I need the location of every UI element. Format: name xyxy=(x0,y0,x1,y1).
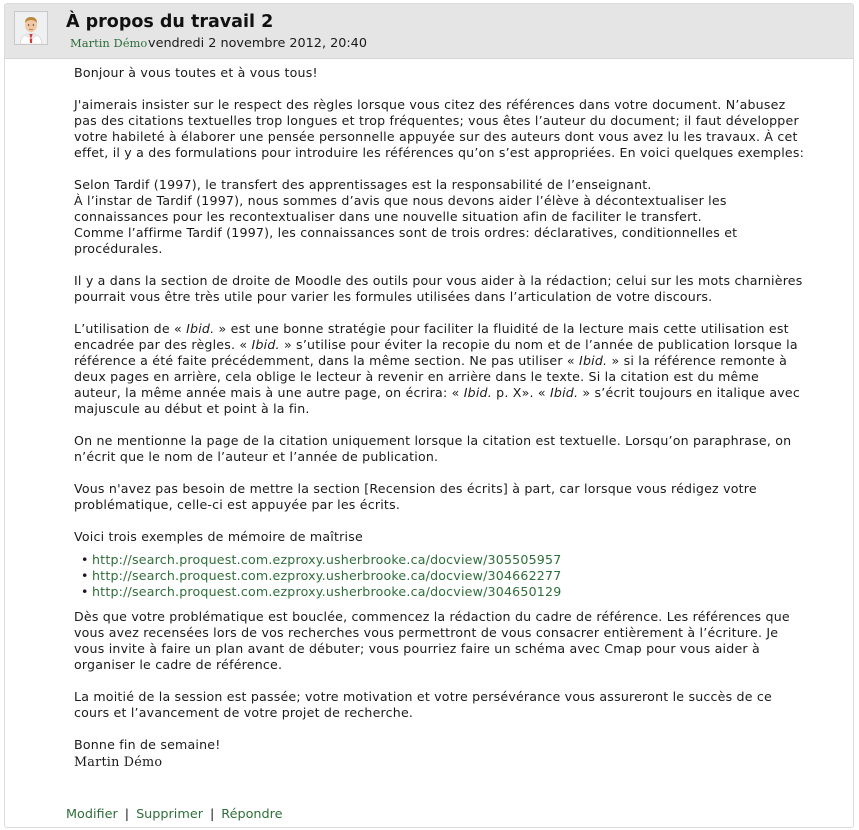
list-item xyxy=(92,584,808,600)
greeting: Bonjour à vous toutes et à vous tous! xyxy=(74,65,318,80)
delete-link[interactable]: Supprimer xyxy=(136,807,203,822)
reply-link[interactable]: Répondre xyxy=(221,807,283,822)
user-avatar-icon xyxy=(15,12,47,44)
paragraph-examples-intro: Voici trois exemples de mémoire de maîtrise xyxy=(74,529,363,544)
avatar[interactable] xyxy=(14,11,48,45)
paragraph-session: La moitié de la session est passée; votre motivation et votre persévérance vous assureront le succès de ce cours et l’avancement de votre projet de recherche. xyxy=(74,689,772,720)
examples-block xyxy=(74,177,808,257)
ibid-text-e: p. X». « xyxy=(491,385,550,400)
list-item xyxy=(92,552,808,568)
paragraph-moodle-tools: Il y a dans la section de droite de Moodle des outils pour vous aider à la rédaction; celui sur les mots charnières pourrait vous être très utile pour varier les formules utilisées dans l’articulation de votre discours. xyxy=(74,273,803,304)
ibid-text-c: » s’utilise pour éviter la recopie du nom et de l’année de publication lorsque la référence a été faite précédemment, dans la même section. Ne pas utiliser « xyxy=(74,337,798,368)
ibid-text-d: » si la référence remonte à deux pages en arrière, cela oblige le lecteur à revenir en arrière dans le texte. Si la citation est du même auteur, la même année mais à une autre page, on écrira: « xyxy=(74,353,788,400)
ibid-word: Ibid. xyxy=(251,337,280,352)
post-title: À propos du travail 2 xyxy=(66,12,274,32)
paragraph-recension: Vous n'avez pas besoin de mettre la section [Recension des écrits] à part, car lorsque vous rédigez votre problématique, celle-ci est appuyée par les écrits. xyxy=(74,481,757,512)
post-date: vendredi 2 novembre 2012, 20:40 xyxy=(148,36,367,51)
example-3: Comme l’affirme Tardif (1997), les connaissances sont de trois ordres: déclaratives, conditionnelles et procédurales. xyxy=(74,225,738,256)
signature: Martin Démo xyxy=(74,755,163,770)
paragraph-rules: J'aimerais insister sur le respect des règles lorsque vous citez des références dans votre document. N’abusez pas des citations textuelles trop longues et trop fréquentes; vous êtes l’auteur du document; il faut développer votre habileté à élaborer une pensée personnelle appuyée sur des auteurs dont vous avez lu les travaux. À cet effet, il y a des formulations pour introduire les références qu’on s’est appropriées. En voici quelques exemples: xyxy=(74,97,805,160)
ibid-text-f: » s’écrit toujours en italique avec majuscule au début et point à la fin. xyxy=(74,385,800,416)
ibid-word: Ibid. xyxy=(463,385,492,400)
list-item xyxy=(92,568,808,584)
closing: Bonne fin de semaine! xyxy=(74,737,221,752)
ibid-text-a: L’utilisation de « xyxy=(74,321,187,336)
paragraph-page-citation: On ne mentionne la page de la citation uniquement lorsque la citation est textuelle. Lorsqu’on paraphrase, on n’écrit que le nom de l’auteur et l’année de publication. xyxy=(74,433,792,464)
post-content xyxy=(74,65,808,771)
ibid-text-b: » est une bonne stratégie pour faciliter la fluidité de la lecture mais cette utilisation est encadrée par des règles. « xyxy=(74,321,789,352)
separator: | xyxy=(209,807,215,822)
example-2: À l’instar de Tardif (1997), nous sommes d’avis que nous devons aider l’élève à décontextualiser les connaissances pour les recontextualiser dans une nouvelle situation afin de faciliter le transfert. xyxy=(74,193,727,224)
thesis-link-2[interactable]: http://search.proquest.com.ezproxy.usherbrooke.ca/docview/304662277 xyxy=(92,568,562,583)
paragraph-cadre: Dès que votre problématique est bouclée, commencez la rédaction du cadre de référence. Les références que vous avez recensées lors de vos recherches vous permettront de vous consacrer entièrement à l’écriture. Je vous invite à faire un plan avant de débuter; vous pourriez faire un schéma avec Cmap pour vous aider à organiser le cadre de référence. xyxy=(74,609,790,672)
post-actions xyxy=(66,807,283,822)
ibid-word: Ibid. xyxy=(186,321,215,336)
thesis-link-list xyxy=(74,552,808,600)
ibid-word: Ibid. xyxy=(550,385,579,400)
forum-post xyxy=(4,3,854,828)
ibid-word: Ibid. xyxy=(579,353,608,368)
edit-link[interactable]: Modifier xyxy=(66,807,118,822)
post-header xyxy=(5,4,853,59)
paragraph-ibid xyxy=(74,321,808,417)
example-1: Selon Tardif (1997), le transfert des apprentissages est la responsabilité de l’enseignant. xyxy=(74,177,652,192)
author-link[interactable]: Martin Démo xyxy=(70,36,148,50)
thesis-link-1[interactable]: http://search.proquest.com.ezproxy.usherbrooke.ca/docview/305505957 xyxy=(92,552,562,567)
separator: | xyxy=(124,807,130,822)
thesis-link-3[interactable]: http://search.proquest.com.ezproxy.usherbrooke.ca/docview/304650129 xyxy=(92,584,562,599)
